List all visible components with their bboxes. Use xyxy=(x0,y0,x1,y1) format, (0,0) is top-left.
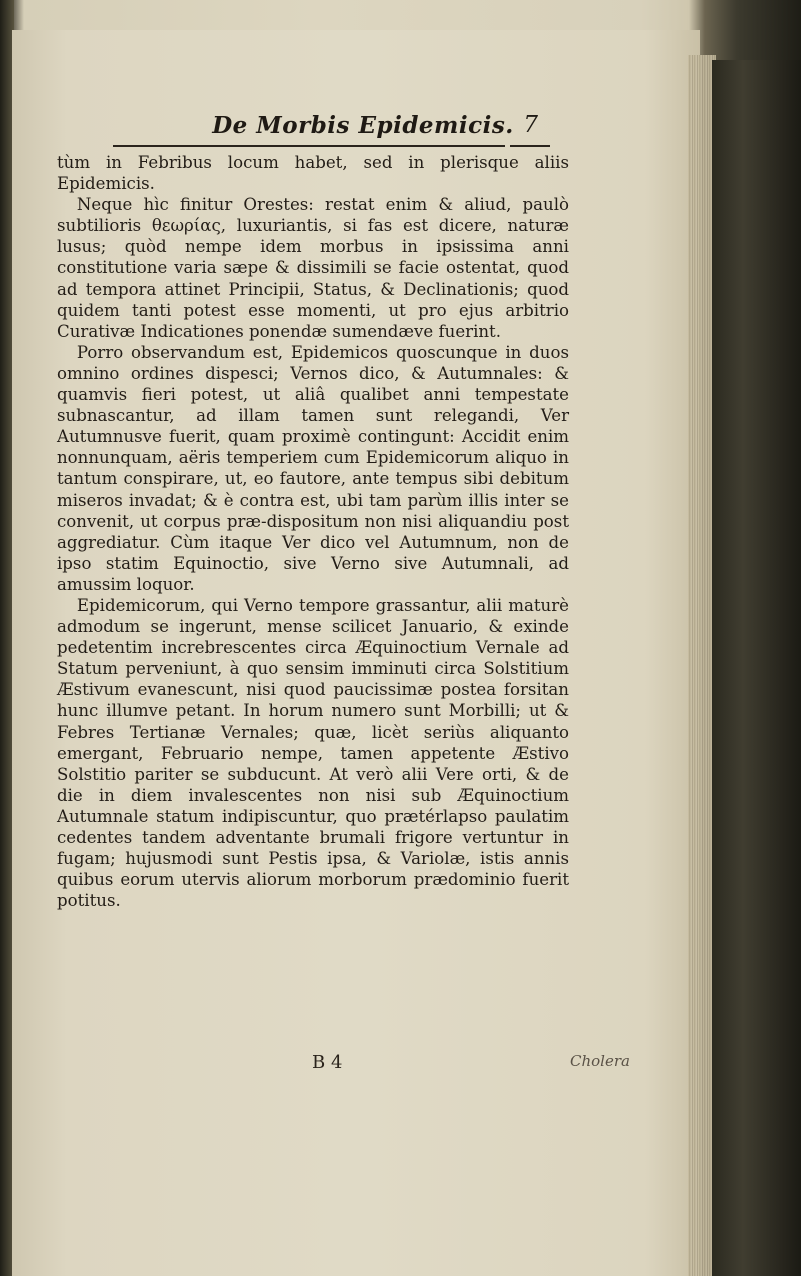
paragraph-1: tùm in Febribus locum habet, sed in plerisque aliis Epidemicis. xyxy=(57,153,569,194)
paragraph-4: Epidemicorum, qui Verno tempore grassantur, alii maturè admodum se ingerunt, mense scilicet Januario, & exinde pedetentim increbrescentes circa Æquinoctium Vernale ad Statum perveniunt, à quo sensim imminuti circa Solstitium Æstivum evanescunt, nisi quod paucissimæ postea forsitan hunc illumve petant. In horum numero sunt Morbilli; ut & Febres Tertianæ Vernales; quæ, licèt seriùs aliquanto emergant, Februario nempe, tamen appetente Æstivo Solstitio pariter se subducunt. At verò alii Vere orti, & de die in diem invalescentes non nisi sub Æquinoctium Autumnale statum indipiscuntur, quo prætérlapso paulatim cedentes tandem adventante brumali frigore vertuntur in fugam; hujusmodi sunt Pestis ipsa, & Variolæ, istis annis quibus eorum utervis aliorum morborum prædominio fuerit potitus. xyxy=(57,595,569,911)
body-text xyxy=(57,152,569,911)
catchword: Cholera xyxy=(570,1052,630,1070)
header-rule xyxy=(113,145,505,147)
header-rule-short xyxy=(510,145,550,147)
running-title: De Morbis Epidemicis. xyxy=(212,112,514,139)
paragraph-2: Neque hìc finitur Orestes: restat enim & aliud, paulò subtilioris θεωρίας, luxuriantis, si fas est dicere, naturæ lusus; quòd nempe idem morbus in ipsissima anni constitutione varia sæpe & dissimili se facie ostentat, quod ad tempora attinet Principii, Status, & Declinationis; quod quidem tanti potest esse momenti, ut pro ejus arbitrio Curativæ Indicationes ponendæ sumendæve fuerint. xyxy=(57,195,569,341)
book-binding xyxy=(712,60,801,1276)
page-number: 7 xyxy=(523,112,538,138)
signature-mark: B 4 xyxy=(312,1052,343,1073)
paragraph-3: Porro observandum est, Epidemicos quoscunque in duos omnino ordines dispesci; Vernos dico, & Autumnales: & quamvis fieri potest, ut aliâ qualibet anni tempestate subnascantur, ad illam tamen sunt relegandi, Ver Autumnusve fuerit, quam proximè contingunt: Accidit enim nonnunquam, aëris temperiem cum Epidemicorum aliquo in tantum conspirare, ut, eo fautore, ante tempus sibi debitum miseros invadat; & è contra est, ubi tam parùm illis inter se convenit, ut corpus præ-dispositum non nisi aliquandiu post aggrediatur. Cùm itaque Ver dico vel Autumnum, non de ipso statim Equinoctio, sive Verno sive Autumnali, ad amussim loquor. xyxy=(57,342,569,594)
